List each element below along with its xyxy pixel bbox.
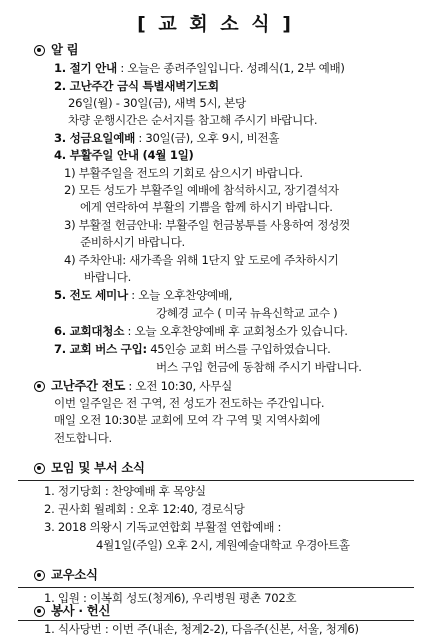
notice-item: 1. 절기 안내 : 오늘은 종려주일입니다. 성례식(1, 2부 예배)	[54, 61, 345, 75]
bullet-circle-icon	[34, 45, 45, 56]
section-divider	[18, 620, 414, 621]
service-heading: 봉사 · 헌신	[34, 603, 110, 618]
meetings-line: 1. 정기당회 : 찬양예배 후 목양실	[44, 484, 206, 498]
evangelism-line: 이번 일주일은 전 구역, 전 성도가 전도하는 주간입니다.	[54, 396, 325, 410]
meetings-line: 2. 권사회 월례회 : 오후 12:40, 경로식당	[44, 502, 245, 516]
notice-item: 1) 부활주일을 전도의 기회로 삼으시기 바랍니다.	[64, 166, 303, 180]
notice-item: 2) 모든 성도가 부활주일 예배에 참석하시고, 장기결석자	[64, 183, 339, 197]
notice-item: 26일(월) - 30일(금), 새벽 5시, 본당	[68, 96, 246, 110]
notice-item: 준비하시기 바랍니다.	[80, 235, 185, 249]
notice-item: 강혜경 교수 ( 미국 뉴욕신학교 교수 )	[156, 306, 338, 320]
evangelism-heading: 고난주간 전도 : 오전 10:30, 사무실	[34, 378, 232, 394]
evangelism-line: 매일 오전 10:30분 교회에 모여 각 구역 및 지역사회에	[54, 413, 321, 427]
notice-item: 버스 구입 헌금에 동참해 주시기 바랍니다.	[156, 360, 362, 374]
service-line: 1. 식사당번 : 이번 주(내손, 청계2-2), 다음주(신본, 서울, 청계6)	[44, 622, 359, 636]
notice-item: 차량 운행시간은 순서지를 참고해 주시기 바랍니다.	[68, 113, 318, 127]
notice-item: 3) 부활절 헌금안내: 부활주일 헌금봉투를 사용하여 정성껏	[64, 218, 350, 232]
bullet-circle-icon	[34, 570, 45, 581]
notice-item: 4. 부활주일 안내 (4월 1일)	[54, 148, 194, 162]
notice-item: 7. 교회 버스 구입: 45인승 교회 버스를 구입하였습니다.	[54, 342, 331, 356]
bullet-circle-icon	[34, 381, 45, 392]
section-divider	[18, 480, 414, 481]
members-line: 1. 입원 : 이복희 성도(청계6), 우리병원 평촌 702호	[44, 591, 297, 605]
meetings-line: 4월1일(주일) 오후 2시, 계원예술대학교 우경아트홀	[96, 538, 350, 552]
notice-item: 3. 성금요일예배 : 30일(금), 오후 9시, 비전홀	[54, 131, 280, 145]
evangelism-line: 전도합니다.	[54, 431, 112, 445]
section-divider	[18, 587, 414, 588]
bullet-circle-icon	[34, 463, 45, 474]
notice-item: 5. 전도 세미나 : 오늘 오후찬양예배,	[54, 288, 233, 302]
notice-item: 4) 주차안내: 새가족을 위해 1단지 앞 도로에 주차하시기	[64, 253, 339, 267]
page-title: [ 교 회 소 식 ]	[137, 13, 294, 35]
notice-item: 6. 교회대청소 : 오늘 오후찬양예배 후 교회청소가 있습니다.	[54, 324, 348, 338]
members-heading: 교우소식	[34, 567, 98, 582]
meetings-line: 3. 2018 의왕시 기독교연합회 부활절 연합예배 :	[44, 520, 282, 534]
notice-heading: 알 림	[34, 42, 78, 57]
notice-item: 바랍니다.	[84, 270, 131, 284]
bullet-circle-icon	[34, 606, 45, 617]
notice-item: 2. 고난주간 금식 특별새벽기도회	[54, 79, 219, 93]
meetings-heading: 모임 및 부서 소식	[34, 460, 145, 475]
notice-item: 에게 연락하여 부활의 기쁨을 함께 하시기 바랍니다.	[80, 200, 333, 214]
